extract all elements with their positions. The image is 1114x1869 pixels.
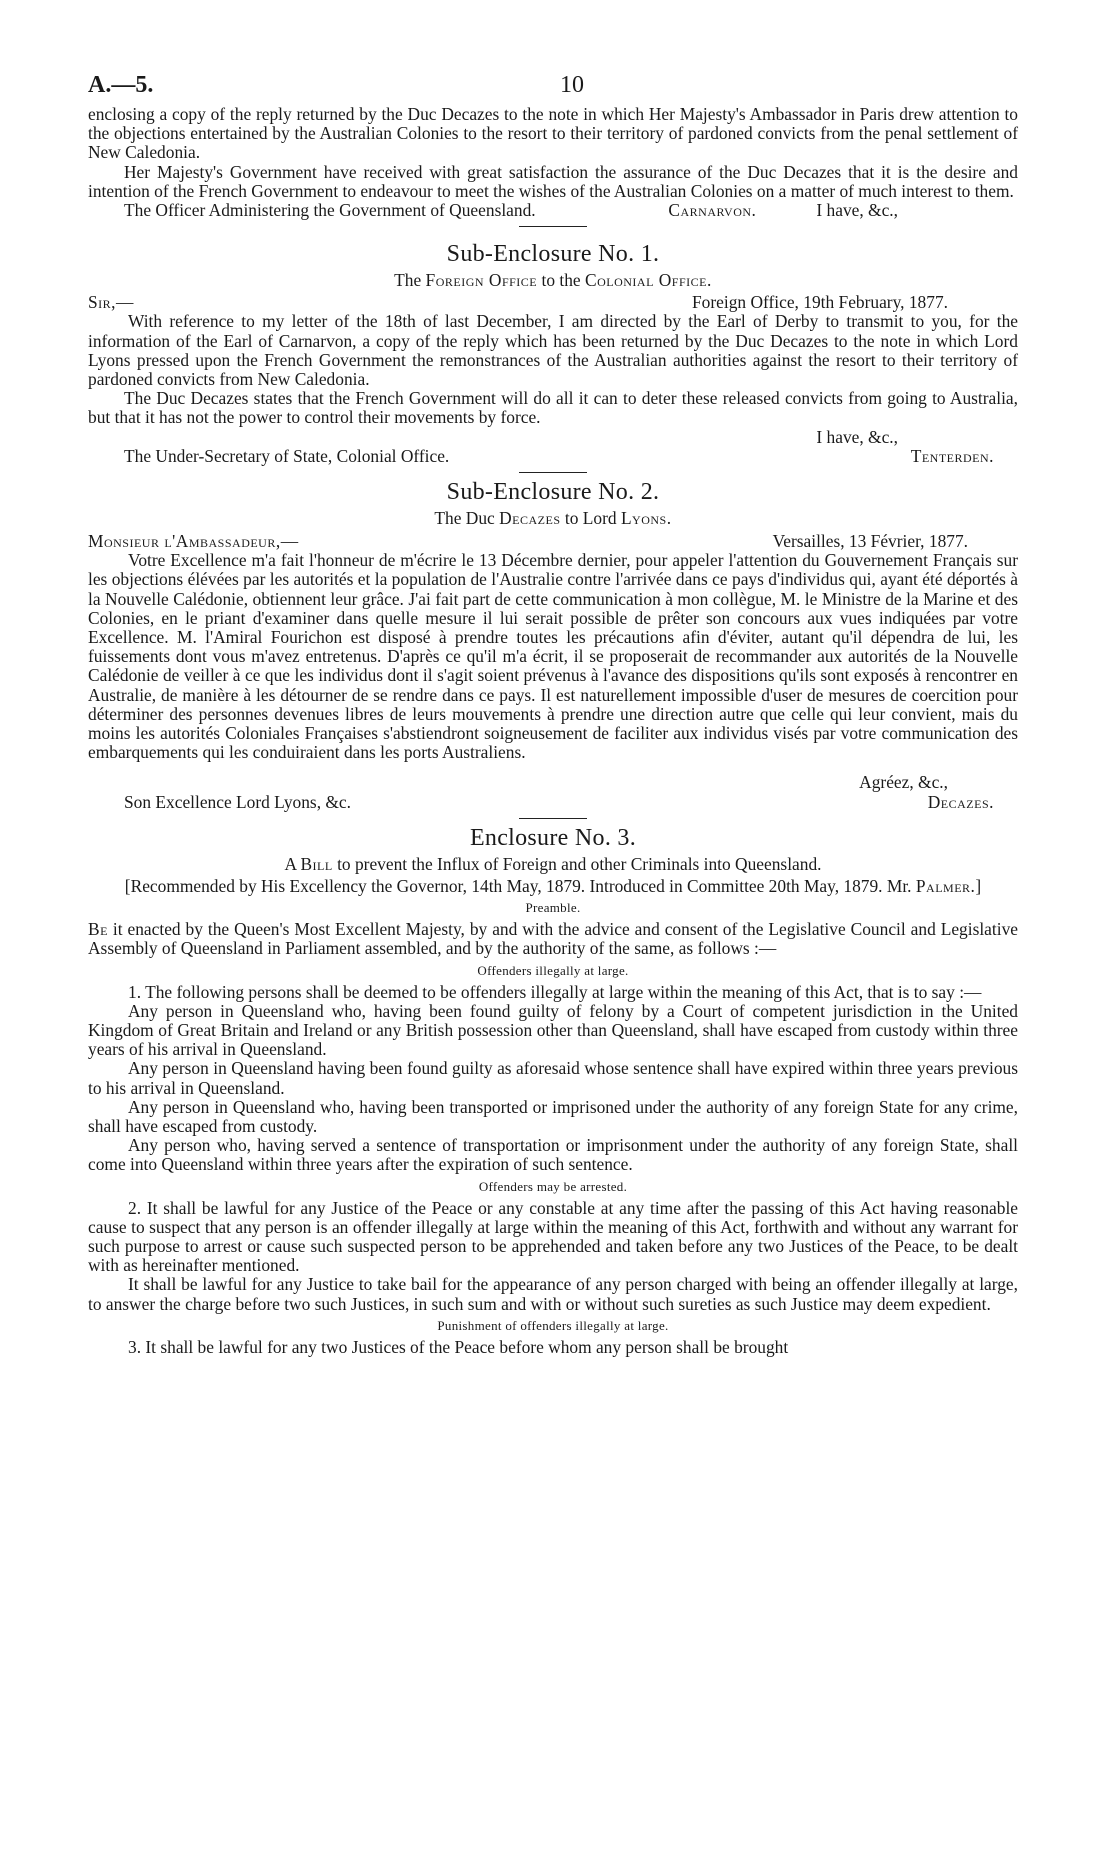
document-page — [88, 62, 1018, 1357]
bill-title — [88, 854, 1018, 874]
sub-enclosure-2-heading-row — [88, 532, 1018, 551]
section-3: 3. It shall be lawful for any two Justices of the Peace before whom any person shall be brought — [128, 1336, 789, 1357]
signature: Decazes. — [927, 791, 994, 812]
closing: Agréez, &c., — [859, 772, 948, 793]
intro-paragraph-1: enclosing a copy of the reply returned by the Duc Decazes to the note in which Her Majesty's Ambassador in Paris drew attention to the objections entertained by the Australian Colonies to the resort to their territory of pardoned convicts from the penal settlement of New Caledonia. — [88, 104, 1018, 163]
sub-enclosure-2-title: Sub-Enclosure No. 2. — [446, 479, 660, 506]
sub-enclosure-1-paragraph-2: The Duc Decazes states that the French Government will do all it can to deter these released convicts from going to Australia, but that it has not the power to control their movements by force. — [88, 388, 1018, 428]
sub-enclosure-1 — [88, 241, 1018, 466]
sub-enclosure-1-heading-row — [88, 293, 1018, 312]
subtitle-recipient: Colonial Office. — [584, 270, 712, 291]
preamble-lead: Be — [88, 919, 108, 940]
recommended-text: [Recommended by His Excellency the Governor, 14th May, 1879. Introduced in Committee 20th May, 1879. Mr. — [124, 875, 912, 896]
sign-row — [88, 447, 1018, 466]
sub-enclosure-2 — [88, 479, 1018, 812]
bill-article: A — [284, 853, 297, 874]
section-1-clause-b: Any person in Queensland having been found guilty as aforesaid whose sentence shall have expired within three years previous to his arrival in Queensland. — [88, 1058, 1018, 1098]
closing-row — [88, 773, 1018, 792]
section-2-bail: It shall be lawful for any Justice to take bail for the appearance of any person charged with being an offender illegally at large, to answer the charge before two such Justices, in such sum and with or without such sureties as such Justice may deem expedient. — [88, 1274, 1018, 1314]
enclosure-3 — [88, 825, 1018, 1357]
subtitle-sender: Decazes — [499, 508, 561, 529]
divider-rule — [519, 226, 587, 227]
intro-letter — [88, 105, 1018, 220]
sub-enclosure-2-paragraph-1: Votre Excellence m'a fait l'honneur de m'écrire le 13 Décembre dernier, pour appeler l'attention du Gouvernement Français sur les objections élévées par les autorités et la population de l'Australie contre l'arrivée dans ce pays d'individus qui, ayant été déportés à la Nouvelle Calédonie, obtiennent leur grâce. J'ai fait part de cette communication à mon collègue, M. le Ministre de la Marine et des Colonies, en le priant d'examiner dans quelle mesure il lui serait possible de prêter son concours aux vues indiquées par votre Excellence. M. l'Amiral Fourichon est disposé à prendre toutes les précautions afin d'éviter, autant qu'il dépendra de lui, les fuissements dont vous m'avez entretenus. D'après ce qu'il m'a écrit, il se proposerait de recommander aux autorités de la Nouvelle Calédonie de veiller à ce que les individus dont il s'agit soient prévenus à l'avance des dispositions qu'ils sont exposés à rencontrer en Australie, de manière à les détourner de se rendre dans ce pays. Il est naturellement impossible d'user de mesures de coercition pour déterminer des personnes devenues libres de leurs mouvements à prendre une direction autre que celle qui leur convient, mais du moins les autorités Coloniales Françaises s'abstiendront soigneusement de faciliter aux individus visés par votre communication des embarquements qui les conduiraient dans les ports Australiens. — [88, 550, 1018, 763]
marginal-note-preamble: Preamble. — [525, 900, 581, 916]
subtitle-word: to Lord — [564, 508, 617, 529]
document-reference: A.—5. — [88, 72, 154, 98]
sign-row — [88, 793, 1018, 812]
sub-enclosure-1-subtitle — [88, 270, 1018, 290]
closing-row — [88, 428, 1018, 447]
marginal-note-punishment: Punishment of offenders illegally at large. — [437, 1317, 669, 1333]
intro-addressee: The Officer Administering the Government of Queensland. — [124, 200, 536, 221]
signature: Tenterden. — [910, 445, 994, 466]
section-1-clause-c: Any person in Queensland who, having been transported or imprisoned under the authority of any foreign State for any crime, shall have escaped from custody. — [88, 1096, 1018, 1136]
place-date: Versailles, 13 Février, 1877. — [772, 531, 968, 552]
addressee: The Under-Secretary of State, Colonial Office. — [124, 445, 450, 466]
sub-enclosure-1-paragraph-1: With reference to my letter of the 18th of last December, I am directed by the Earl of Derby to transmit to you, for the information of the Earl of Carnarvon, a copy of the reply which has been returned by the Duc Decazes to the note in which Lord Lyons pressed upon the French Government the remonstrances of the Australian authorities against the resort to their territory of pardoned convicts from New Caledonia. — [88, 311, 1018, 390]
marginal-note-offenders: Offenders illegally at large. — [477, 962, 629, 978]
sub-enclosure-2-subtitle — [88, 508, 1018, 528]
section-1-clause-a: Any person in Queensland who, having been found guilty of felony by a Court of competent jurisdiction in the United Kingdom of Great Britain and Ireland or any British possession other than Queensland, shall have escaped from custody within three years of his arrival in Queensland. — [88, 1000, 1018, 1060]
enclosure-3-title: Enclosure No. 3. — [469, 824, 637, 851]
subtitle-word: to the — [541, 270, 581, 291]
page-header — [88, 62, 1018, 102]
place-date: Foreign Office, 19th February, 1877. — [692, 292, 948, 313]
divider-rule — [519, 818, 587, 819]
intro-closing: I have, &c., — [816, 200, 898, 221]
divider-rule — [519, 472, 587, 473]
bill-description: to prevent the Influx of Foreign and other Criminals into Queensland. — [337, 853, 822, 874]
salutation: Monsieur l'Ambassadeur,— — [88, 531, 299, 552]
subtitle-recipient: Lyons. — [620, 508, 672, 529]
bill-word: Bill — [300, 853, 333, 874]
intro-sign-row — [88, 201, 780, 220]
subtitle-sender: Foreign Office — [425, 270, 538, 291]
page-number: 10 — [560, 72, 584, 98]
addressee: Son Excellence Lord Lyons, &c. — [124, 791, 351, 812]
closing: I have, &c., — [816, 426, 898, 447]
recommended-note — [88, 877, 1018, 896]
recommended-name: Palmer. — [915, 875, 976, 896]
preamble — [88, 920, 1018, 958]
marginal-note-arrest: Offenders may be arrested. — [478, 1178, 628, 1194]
subtitle-word: The Duc — [434, 508, 495, 529]
sub-enclosure-1-title: Sub-Enclosure No. 1. — [446, 241, 660, 268]
section-1-clause-d: Any person who, having served a sentence of transportation or imprisonment under the authority of any foreign State, shall come into Queensland within three years after the expiration of such sentence. — [88, 1135, 1018, 1175]
salutation: Sir,— — [88, 292, 134, 313]
section-2: 2. It shall be lawful for any Justice of the Peace or any constable at any time after the passing of this Act having reasonable cause to suspect that any person is an offender illegally at large within the meaning of this Act, forthwith and without any warrant for such purpose to arrest or cause such suspected person to be apprehended and taken before any two Justices of the Peace, to be dealt with as hereinafter mentioned. — [88, 1197, 1018, 1276]
preamble-text: it enacted by the Queen's Most Excellent Majesty, by and with the advice and consent of the Legislative Council and Legislative Assembly of Queensland in Parliament assembled, and by the authority of the same, as follows :— — [88, 919, 1018, 959]
section-1: 1. The following persons shall be deemed to be offenders illegally at large within the meaning of this Act, that is to say :— — [128, 981, 982, 1002]
recommended-bracket: ] — [975, 875, 982, 896]
intro-paragraph-2-text: Her Majesty's Government have received with great satisfaction the assurance of the Duc Decazes that it is the desire and intention of the French Government to endeavour to meet the wishes of the Australian Colonies on a matter of much interest to them. — [88, 161, 1018, 201]
subtitle-word: The — [394, 270, 422, 291]
intro-signature: Carnarvon. — [668, 200, 757, 221]
